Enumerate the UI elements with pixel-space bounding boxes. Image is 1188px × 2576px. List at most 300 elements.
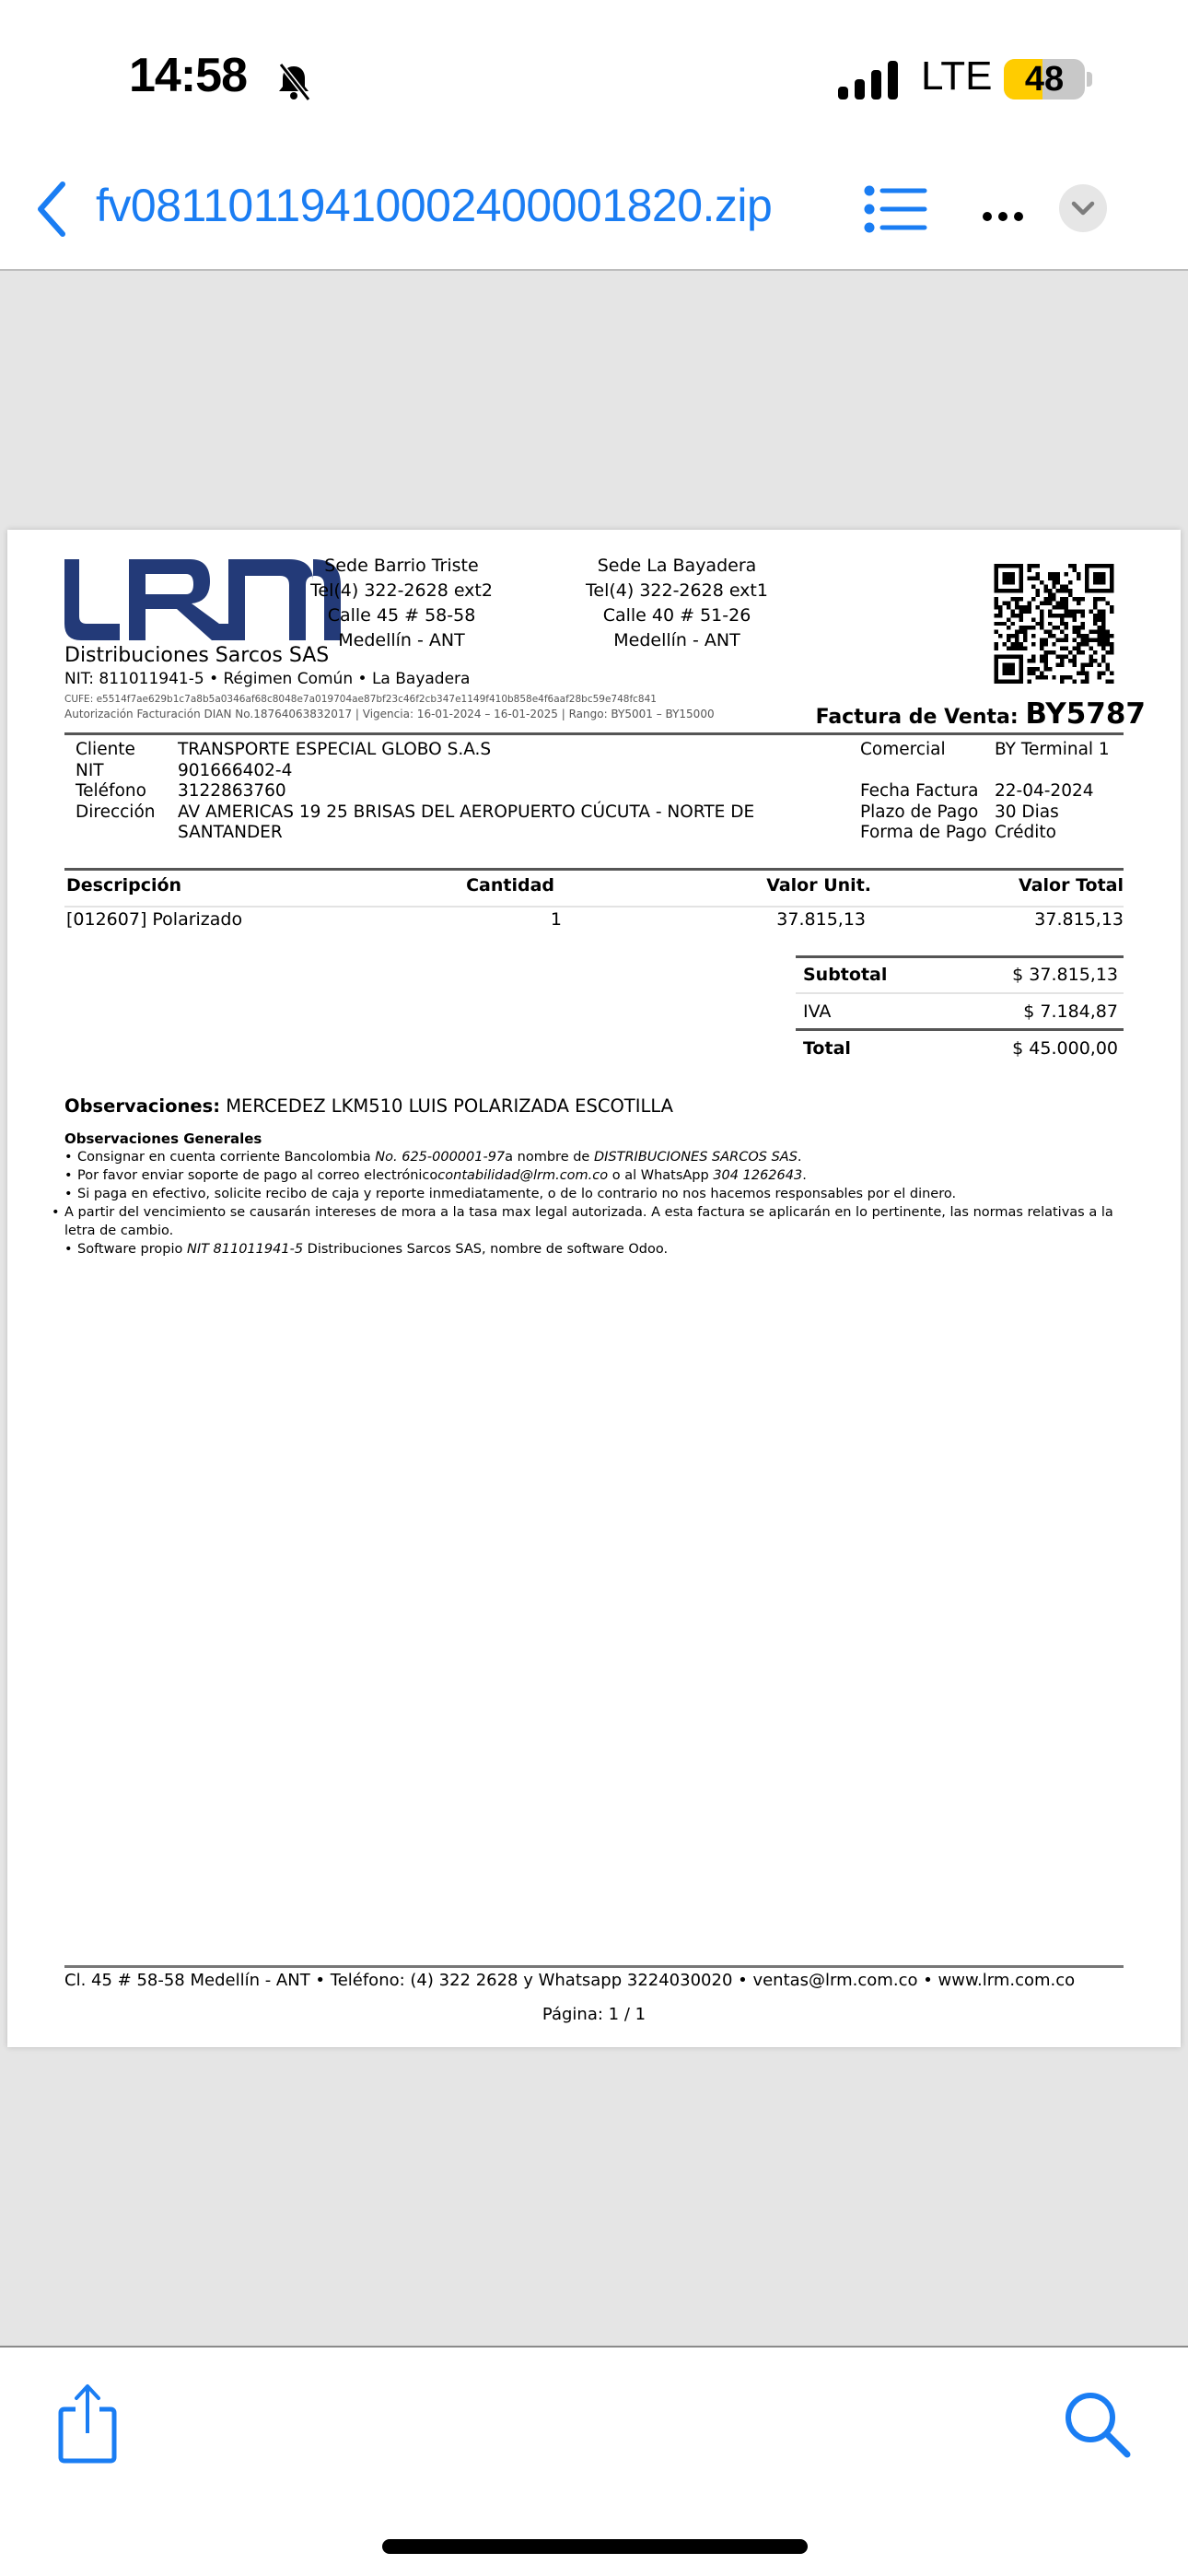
qr-module bbox=[1065, 675, 1068, 679]
qr-module bbox=[1048, 572, 1052, 576]
qr-module bbox=[1019, 675, 1022, 679]
qr-module bbox=[995, 647, 998, 650]
qr-module bbox=[1068, 609, 1072, 613]
qr-module bbox=[1077, 630, 1080, 634]
qr-module bbox=[1007, 663, 1010, 667]
qr-module bbox=[1085, 680, 1089, 684]
qr-module bbox=[1010, 580, 1014, 584]
qr-module bbox=[995, 580, 998, 584]
qr-module bbox=[1027, 605, 1031, 609]
qr-module bbox=[1098, 663, 1101, 667]
qr-module bbox=[1010, 634, 1014, 638]
qr-module bbox=[1052, 572, 1055, 576]
qr-module bbox=[1002, 580, 1006, 584]
battery-indicator bbox=[1004, 59, 1085, 100]
qr-module bbox=[1101, 638, 1105, 642]
qr-module bbox=[1106, 601, 1110, 604]
qr-module bbox=[1073, 655, 1077, 659]
qr-module bbox=[998, 655, 1002, 659]
qr-module bbox=[1060, 655, 1064, 659]
observacion-text: Software propio bbox=[77, 1242, 187, 1257]
qr-module bbox=[1027, 564, 1031, 568]
qr-module bbox=[1060, 663, 1064, 667]
qr-module bbox=[995, 663, 998, 667]
qr-module bbox=[1081, 626, 1085, 629]
qr-module bbox=[1048, 609, 1052, 613]
qr-module bbox=[1056, 626, 1060, 629]
qr-module bbox=[1098, 609, 1101, 613]
qr-module bbox=[1085, 634, 1089, 638]
qr-module bbox=[1043, 675, 1047, 679]
qr-module bbox=[1110, 672, 1113, 675]
qr-module bbox=[1052, 642, 1055, 646]
qr-module bbox=[1052, 675, 1055, 679]
qr-module bbox=[998, 605, 1002, 609]
qr-module bbox=[1106, 564, 1110, 568]
qr-module bbox=[1031, 667, 1035, 671]
qr-module bbox=[1093, 617, 1097, 621]
qr-module bbox=[1081, 638, 1085, 642]
qr-module bbox=[1040, 655, 1043, 659]
client-label: Dirección bbox=[76, 802, 156, 822]
qr-module bbox=[1093, 659, 1097, 662]
qr-module bbox=[1031, 659, 1035, 662]
qr-module bbox=[1077, 576, 1080, 580]
totals-value: $ 7.184,87 bbox=[1023, 1001, 1118, 1022]
home-indicator[interactable] bbox=[382, 2539, 808, 2554]
qr-module bbox=[1081, 663, 1085, 667]
qr-module bbox=[1101, 609, 1105, 613]
qr-module bbox=[1040, 642, 1043, 646]
invoice-number bbox=[816, 697, 1146, 731]
qr-module bbox=[1093, 605, 1097, 609]
qr-module bbox=[1098, 672, 1101, 675]
qr-module bbox=[1065, 605, 1068, 609]
qr-module bbox=[1056, 576, 1060, 580]
qr-module bbox=[1098, 576, 1101, 580]
qr-module bbox=[1002, 680, 1006, 684]
qr-module bbox=[1002, 589, 1006, 592]
qr-module bbox=[1031, 672, 1035, 675]
qr-module bbox=[1010, 680, 1014, 684]
qr-module bbox=[1027, 659, 1031, 662]
qr-module bbox=[1073, 630, 1077, 634]
qr-module bbox=[1085, 576, 1089, 580]
invoice-page bbox=[7, 530, 1181, 2047]
qr-module bbox=[1073, 614, 1077, 617]
qr-module bbox=[1101, 576, 1105, 580]
qr-module bbox=[1073, 597, 1077, 601]
qr-module bbox=[1043, 597, 1047, 601]
qr-module bbox=[1093, 597, 1097, 601]
qr-module bbox=[1098, 630, 1101, 634]
table-header-divider bbox=[64, 906, 1124, 907]
qr-module bbox=[1073, 659, 1077, 662]
qr-module bbox=[1007, 672, 1010, 675]
invoice-number-label: Factura de Venta: bbox=[815, 706, 1019, 729]
qr-module bbox=[1101, 647, 1105, 650]
qr-module bbox=[1065, 622, 1068, 626]
qr-module bbox=[1085, 580, 1089, 584]
qr-module bbox=[1106, 634, 1110, 638]
qr-module bbox=[1093, 564, 1097, 568]
observacion-text: a nombre de bbox=[505, 1150, 594, 1165]
qr-module bbox=[1101, 589, 1105, 592]
qr-module bbox=[1052, 576, 1055, 580]
qr-module bbox=[1007, 580, 1010, 584]
qr-module bbox=[1023, 634, 1027, 638]
qr-module bbox=[1101, 659, 1105, 662]
sede-address: Calle 45 # 58-58 bbox=[327, 605, 476, 626]
qr-module bbox=[1007, 667, 1010, 671]
qr-module bbox=[1007, 572, 1010, 576]
qr-module bbox=[1056, 601, 1060, 604]
qr-module bbox=[1056, 572, 1060, 576]
qr-module bbox=[1043, 650, 1047, 654]
qr-module bbox=[1002, 655, 1006, 659]
qr-module bbox=[1015, 614, 1019, 617]
qr-module bbox=[1035, 589, 1039, 592]
qr-module bbox=[1101, 655, 1105, 659]
qr-module bbox=[1098, 572, 1101, 576]
qr-module bbox=[998, 634, 1002, 638]
qr-module bbox=[1040, 626, 1043, 629]
qr-module bbox=[1056, 580, 1060, 584]
qr-module bbox=[1077, 634, 1080, 638]
qr-module bbox=[1019, 597, 1022, 601]
commercial-label: Forma de Pago bbox=[860, 823, 987, 842]
qr-module bbox=[1077, 601, 1080, 604]
qr-module bbox=[1065, 614, 1068, 617]
qr-module bbox=[1110, 609, 1113, 613]
qr-module bbox=[1035, 564, 1039, 568]
qr-module bbox=[1089, 647, 1093, 650]
qr-module bbox=[1101, 564, 1105, 568]
qr-module bbox=[1056, 655, 1060, 659]
commercial-value: BY Terminal 1 bbox=[995, 740, 1110, 759]
totals-label: Subtotal bbox=[803, 965, 888, 985]
ellipsis-icon[interactable] bbox=[982, 210, 1024, 223]
qr-module bbox=[1019, 580, 1022, 584]
qr-module bbox=[995, 614, 998, 617]
qr-module bbox=[1056, 589, 1060, 592]
observaciones-label: Observaciones: bbox=[64, 1095, 221, 1117]
qr-module bbox=[1019, 672, 1022, 675]
qr-module bbox=[1073, 617, 1077, 621]
client-label: NIT bbox=[76, 760, 104, 780]
footer-divider bbox=[64, 1965, 1124, 1968]
qr-module bbox=[1093, 638, 1097, 642]
qr-module bbox=[1031, 584, 1035, 588]
qr-module bbox=[1110, 572, 1113, 576]
client-value: 901666402-4 bbox=[178, 760, 293, 780]
qr-module bbox=[1010, 609, 1014, 613]
invoice-number-value: BY5787 bbox=[1025, 697, 1146, 731]
qr-module bbox=[1023, 605, 1027, 609]
commercial-label: Fecha Factura bbox=[860, 781, 979, 801]
sede-tel: Tel(4) 322-2628 ext2 bbox=[310, 580, 493, 601]
col-valor-total-header: Valor Total bbox=[1019, 875, 1124, 896]
qr-module bbox=[1106, 667, 1110, 671]
observaciones bbox=[64, 1095, 673, 1117]
list-bullet-icon[interactable] bbox=[864, 184, 928, 234]
qr-module bbox=[1077, 672, 1080, 675]
share-icon[interactable] bbox=[57, 2382, 118, 2465]
qr-module bbox=[1019, 617, 1022, 621]
qr-module bbox=[1093, 576, 1097, 580]
qr-module bbox=[1019, 584, 1022, 588]
qr-module bbox=[1031, 642, 1035, 646]
qr-module bbox=[995, 572, 998, 576]
qr-module bbox=[1043, 601, 1047, 604]
qr-module bbox=[998, 680, 1002, 684]
qr-module bbox=[1035, 622, 1039, 626]
qr-module bbox=[1101, 614, 1105, 617]
qr-module bbox=[995, 667, 998, 671]
qr-module bbox=[1089, 655, 1093, 659]
qr-module bbox=[1060, 614, 1064, 617]
qr-module bbox=[1110, 650, 1113, 654]
qr-module bbox=[1085, 568, 1089, 571]
qr-module bbox=[1043, 655, 1047, 659]
qr-module bbox=[1110, 564, 1113, 568]
status-time: 14:58 bbox=[129, 49, 247, 102]
qr-module bbox=[1077, 650, 1080, 654]
qr-module bbox=[1035, 605, 1039, 609]
qr-module bbox=[1098, 614, 1101, 617]
observacion-text: contabilidad@lrm.com.co bbox=[437, 1168, 609, 1183]
observacion-item bbox=[64, 1148, 1133, 1166]
qr-module bbox=[1110, 647, 1113, 650]
col-cantidad-cell: 1 bbox=[550, 909, 562, 930]
qr-module bbox=[1052, 634, 1055, 638]
qr-module bbox=[1019, 667, 1022, 671]
qr-module bbox=[1060, 597, 1064, 601]
qr-module bbox=[1027, 568, 1031, 571]
qr-module bbox=[1010, 572, 1014, 576]
network-type: LTE bbox=[921, 53, 993, 99]
qr-module bbox=[1052, 592, 1055, 596]
qr-module bbox=[1010, 672, 1014, 675]
qr-module bbox=[1110, 576, 1113, 580]
qr-module bbox=[1098, 597, 1101, 601]
qr-module bbox=[1007, 634, 1010, 638]
qr-module bbox=[1052, 626, 1055, 629]
qr-module bbox=[1002, 572, 1006, 576]
qr-module bbox=[1043, 667, 1047, 671]
qr-module bbox=[1093, 650, 1097, 654]
qr-module bbox=[1068, 675, 1072, 679]
qr-module bbox=[1106, 638, 1110, 642]
qr-module bbox=[1007, 680, 1010, 684]
qr-module bbox=[1019, 630, 1022, 634]
qr-module bbox=[1010, 576, 1014, 580]
qr-module bbox=[1056, 638, 1060, 642]
qr-module bbox=[1015, 680, 1019, 684]
qr-module bbox=[1101, 572, 1105, 576]
qr-module bbox=[1098, 626, 1101, 629]
qr-module bbox=[1093, 601, 1097, 604]
qr-module bbox=[1010, 614, 1014, 617]
qr-module bbox=[1106, 589, 1110, 592]
qr-module bbox=[1007, 655, 1010, 659]
qr-module bbox=[1019, 647, 1022, 650]
qr-module bbox=[995, 576, 998, 580]
qr-module bbox=[1068, 564, 1072, 568]
observaciones-generales-list bbox=[64, 1148, 1133, 1259]
qr-module bbox=[1081, 622, 1085, 626]
observacion-item bbox=[64, 1185, 1133, 1203]
qr-module bbox=[1048, 592, 1052, 596]
qr-module bbox=[1019, 626, 1022, 629]
qr-module bbox=[1048, 667, 1052, 671]
chevron-left-icon[interactable] bbox=[33, 181, 70, 238]
qr-module bbox=[1081, 667, 1085, 671]
qr-module bbox=[995, 659, 998, 662]
qr-module bbox=[1019, 655, 1022, 659]
qr-module bbox=[1065, 584, 1068, 588]
qr-module bbox=[1089, 659, 1093, 662]
totals-value: $ 45.000,00 bbox=[1012, 1038, 1118, 1059]
qr-module bbox=[1043, 589, 1047, 592]
qr-module bbox=[1048, 597, 1052, 601]
qr-module bbox=[1056, 605, 1060, 609]
qr-module bbox=[1073, 663, 1077, 667]
qr-module bbox=[1073, 564, 1077, 568]
qr-module bbox=[1052, 650, 1055, 654]
qr-module bbox=[1060, 605, 1064, 609]
qr-module bbox=[995, 589, 998, 592]
qr-module bbox=[1065, 572, 1068, 576]
qr-module bbox=[995, 675, 998, 679]
qr-module bbox=[1089, 564, 1093, 568]
sede-name: Sede La Bayadera bbox=[597, 556, 757, 576]
qr-module bbox=[1015, 655, 1019, 659]
qr-module bbox=[1015, 597, 1019, 601]
qr-module bbox=[1023, 609, 1027, 613]
col-valor-unit-cell: 37.815,13 bbox=[776, 909, 866, 930]
totals-divider bbox=[796, 1028, 1124, 1031]
qr-module bbox=[1002, 642, 1006, 646]
qr-module bbox=[1019, 659, 1022, 662]
qr-module bbox=[1043, 659, 1047, 662]
qr-module bbox=[995, 605, 998, 609]
qr-module bbox=[1106, 680, 1110, 684]
observacion-text: 304 1262643 bbox=[713, 1168, 803, 1183]
qr-module bbox=[1073, 647, 1077, 650]
qr-module bbox=[1052, 584, 1055, 588]
qr-module bbox=[1077, 642, 1080, 646]
qr-module bbox=[1027, 626, 1031, 629]
toolbar-separator bbox=[0, 2346, 1188, 2348]
qr-module bbox=[1035, 675, 1039, 679]
qr-module bbox=[1085, 584, 1089, 588]
qr-module bbox=[1065, 597, 1068, 601]
commercial-value: 22-04-2024 bbox=[995, 781, 1094, 801]
totals-label: Total bbox=[803, 1038, 851, 1059]
qr-module bbox=[1010, 589, 1014, 592]
qr-module bbox=[1060, 647, 1064, 650]
observacion-text: Distribuciones Sarcos SAS, nombre de software Odoo. bbox=[303, 1242, 669, 1257]
observacion-item bbox=[64, 1166, 1133, 1185]
qr-module bbox=[1035, 667, 1039, 671]
col-cantidad-header: Cantidad bbox=[466, 875, 554, 896]
page-number: Página: 1 / 1 bbox=[542, 2005, 646, 2024]
qr-module bbox=[1089, 663, 1093, 667]
client-label: Teléfono bbox=[76, 781, 146, 801]
qr-module bbox=[1019, 605, 1022, 609]
qr-module bbox=[1007, 605, 1010, 609]
qr-module bbox=[1027, 576, 1031, 580]
qr-module bbox=[995, 680, 998, 684]
qr-module bbox=[1085, 589, 1089, 592]
qr-module bbox=[1023, 630, 1027, 634]
observacion-text: o al WhatsApp bbox=[608, 1168, 714, 1183]
qr-module bbox=[1060, 601, 1064, 604]
qr-module bbox=[1081, 642, 1085, 646]
qr-module bbox=[1052, 605, 1055, 609]
qr-module bbox=[1010, 622, 1014, 626]
qr-module bbox=[1015, 605, 1019, 609]
qr-module bbox=[1093, 622, 1097, 626]
qr-module bbox=[1007, 589, 1010, 592]
qr-module bbox=[1019, 589, 1022, 592]
qr-module bbox=[1031, 576, 1035, 580]
qr-module bbox=[998, 609, 1002, 613]
qr-module bbox=[1093, 589, 1097, 592]
observaciones-generales-title: Observaciones Generales bbox=[64, 1130, 262, 1147]
qr-module bbox=[1060, 630, 1064, 634]
qr-module bbox=[1068, 659, 1072, 662]
qr-module bbox=[1002, 576, 1006, 580]
qr-module bbox=[1101, 626, 1105, 629]
observacion-text: Consignar en cuenta corriente Bancolombia bbox=[77, 1150, 376, 1165]
document-title: fv08110119410002400001820.zip bbox=[96, 180, 773, 231]
client-label: Cliente bbox=[76, 740, 135, 759]
qr-module bbox=[1019, 642, 1022, 646]
qr-module bbox=[1031, 597, 1035, 601]
qr-module bbox=[995, 630, 998, 634]
qr-module bbox=[1089, 589, 1093, 592]
qr-module bbox=[1015, 634, 1019, 638]
qr-module bbox=[1110, 580, 1113, 584]
qr-module bbox=[1023, 626, 1027, 629]
search-icon[interactable] bbox=[1061, 2388, 1135, 2462]
qr-module bbox=[1110, 680, 1113, 684]
qr-module bbox=[1089, 638, 1093, 642]
qr-module bbox=[1060, 638, 1064, 642]
qr-module bbox=[1010, 647, 1014, 650]
qr-module bbox=[1040, 609, 1043, 613]
dian-authorization: Autorización Facturación DIAN No.18764063832017 | Vigencia: 16-01-2024 – 16-01-2025 | Rango: BY5001 – BY15000 bbox=[64, 708, 715, 720]
qr-module bbox=[1085, 572, 1089, 576]
battery-tip bbox=[1087, 72, 1092, 87]
qr-module bbox=[1106, 642, 1110, 646]
qr-module bbox=[1081, 597, 1085, 601]
qr-module bbox=[1056, 614, 1060, 617]
expand-button[interactable] bbox=[1059, 184, 1107, 232]
qr-module bbox=[1002, 663, 1006, 667]
qr-module bbox=[1031, 626, 1035, 629]
qr-module bbox=[1043, 584, 1047, 588]
cellular-signal-icon bbox=[838, 61, 899, 100]
observacion-text: NIT 811011941-5 bbox=[186, 1242, 304, 1257]
qr-module bbox=[998, 564, 1002, 568]
qr-module bbox=[1077, 572, 1080, 576]
commercial-label: Plazo de Pago bbox=[860, 802, 979, 822]
qr-module bbox=[1007, 576, 1010, 580]
qr-module bbox=[1077, 609, 1080, 613]
